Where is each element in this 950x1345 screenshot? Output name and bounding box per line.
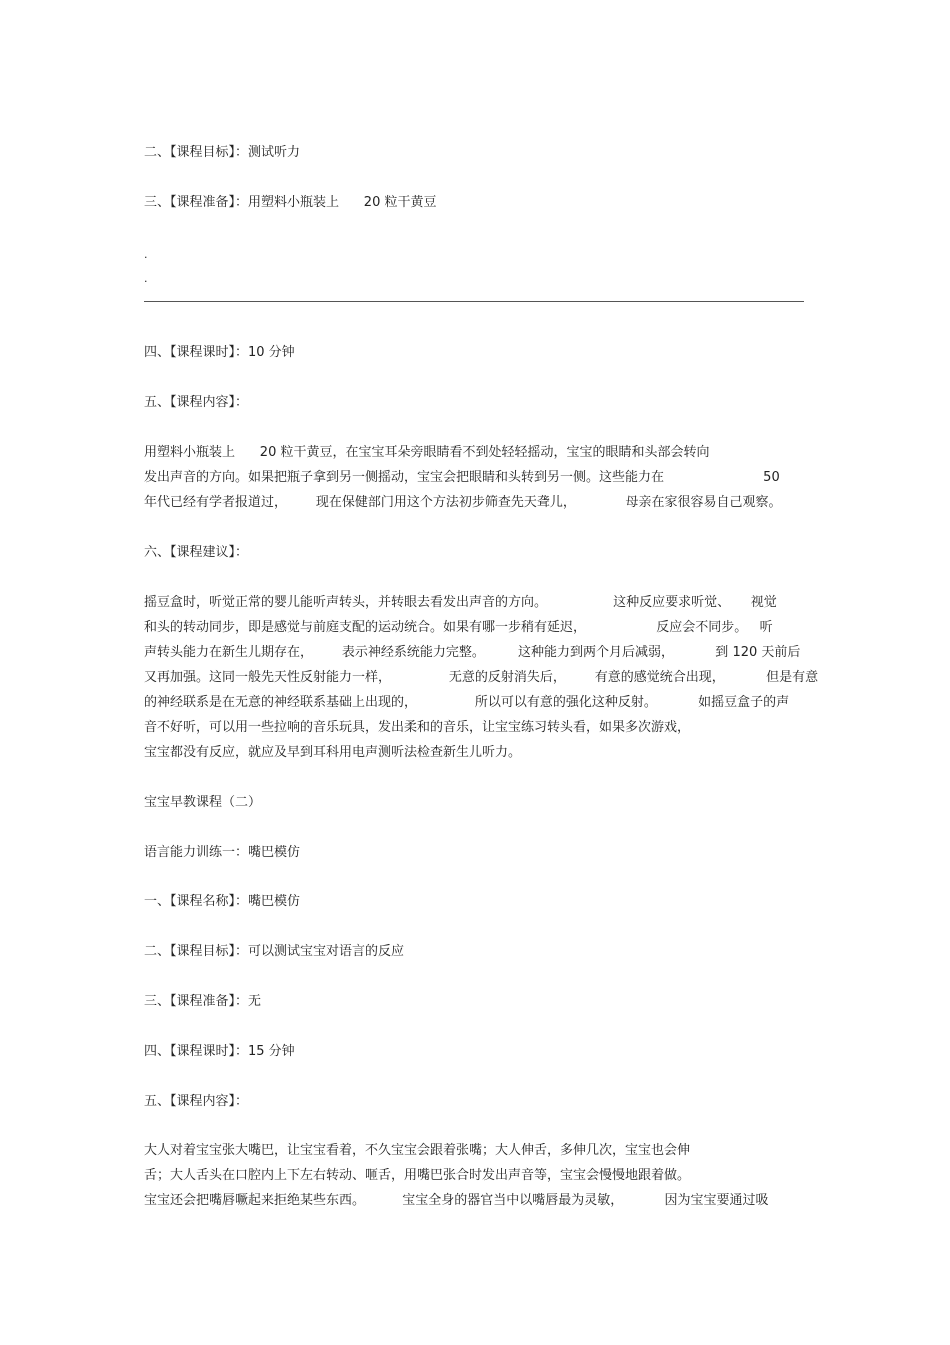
page-marker: . xyxy=(144,248,148,261)
paragraph-line: 又再加强。这同一般先天性反射能力一样， 无意的反射消失后， 有意的感觉统合出现， 但是有意 xyxy=(144,670,819,685)
paragraph-line: 和头的转动同步，即是感觉与前庭支配的运动统合。如果有哪一步稍有延迟， 反应会不同步。 听 xyxy=(144,620,773,635)
course-content-heading: 五、【课程内容】： xyxy=(144,395,249,410)
course-title: 宝宝早教课程（二） xyxy=(144,795,262,810)
course-name-line: 一、【课程名称】：嘴巴模仿 xyxy=(144,894,301,909)
paragraph-line: 发出声音的方向。如果把瓶子拿到另一侧摇动，宝宝会把眼睛和头转到另一侧。这些能力在 50 xyxy=(144,470,780,485)
course-goal-line: 二、【课程目标】：可以测试宝宝对语言的反应 xyxy=(144,944,405,959)
paragraph-line: 宝宝还会把嘴唇噘起来拒绝某些东西。 宝宝全身的器官当中以嘴唇最为灵敏， 因为宝宝要通过吸 xyxy=(144,1193,769,1208)
paragraph-line: 声转头能力在新生儿期存在， 表示神经系统能力完整。 这种能力到两个月后减弱， 到 120 天前后 xyxy=(144,645,801,660)
training-title: 语言能力训练一：嘴巴模仿 xyxy=(144,845,301,860)
course-duration-line: 四、【课程课时】：10 分钟 xyxy=(144,345,295,360)
course-content-heading: 五、【课程内容】： xyxy=(144,1094,249,1109)
course-advice-heading: 六、【课程建议】： xyxy=(144,545,249,560)
paragraph-line: 宝宝都没有反应，就应及早到耳科用电声测听法检查新生儿听力。 xyxy=(144,745,522,760)
paragraph-line: 的神经联系是在无意的神经联系基础上出现的， 所以可以有意的强化这种反射。 如摇豆盒子的声 xyxy=(144,695,790,710)
paragraph-line: 大人对着宝宝张大嘴巴，让宝宝看着，不久宝宝会跟着张嘴；大人伸舌，多伸几次，宝宝也会伸 xyxy=(144,1143,691,1158)
paragraph-line: 年代已经有学者报道过， 现在保健部门用这个方法初步筛查先天聋儿， 母亲在家很容易自己观察。 xyxy=(144,495,782,510)
course-prep-line: 三、【课程准备】：无 xyxy=(144,994,262,1009)
page-marker: . xyxy=(144,272,148,285)
paragraph-line: 摇豆盒时，听觉正常的婴儿能听声转头，并转眼去看发出声音的方向。 这种反应要求听觉、 视觉 xyxy=(144,595,777,610)
page-divider xyxy=(144,301,804,302)
course-duration-line: 四、【课程课时】：15 分钟 xyxy=(144,1044,295,1059)
paragraph-line: 用塑料小瓶装上 20 粒干黄豆，在宝宝耳朵旁眼睛看不到处轻轻摇动，宝宝的眼睛和头部会转向 xyxy=(144,445,710,460)
paragraph-line: 音不好听，可以用一些拉响的音乐玩具，发出柔和的音乐，让宝宝练习转头看，如果多次游戏， xyxy=(144,720,691,735)
paragraph-line: 舌；大人舌头在口腔内上下左右转动、咂舌，用嘴巴张合时发出声音等，宝宝会慢慢地跟着做。 xyxy=(144,1168,691,1183)
course-goal-line: 二、【课程目标】：测试听力 xyxy=(144,145,301,160)
course-prep-line: 三、【课程准备】：用塑料小瓶装上 20 粒干黄豆 xyxy=(144,195,437,210)
